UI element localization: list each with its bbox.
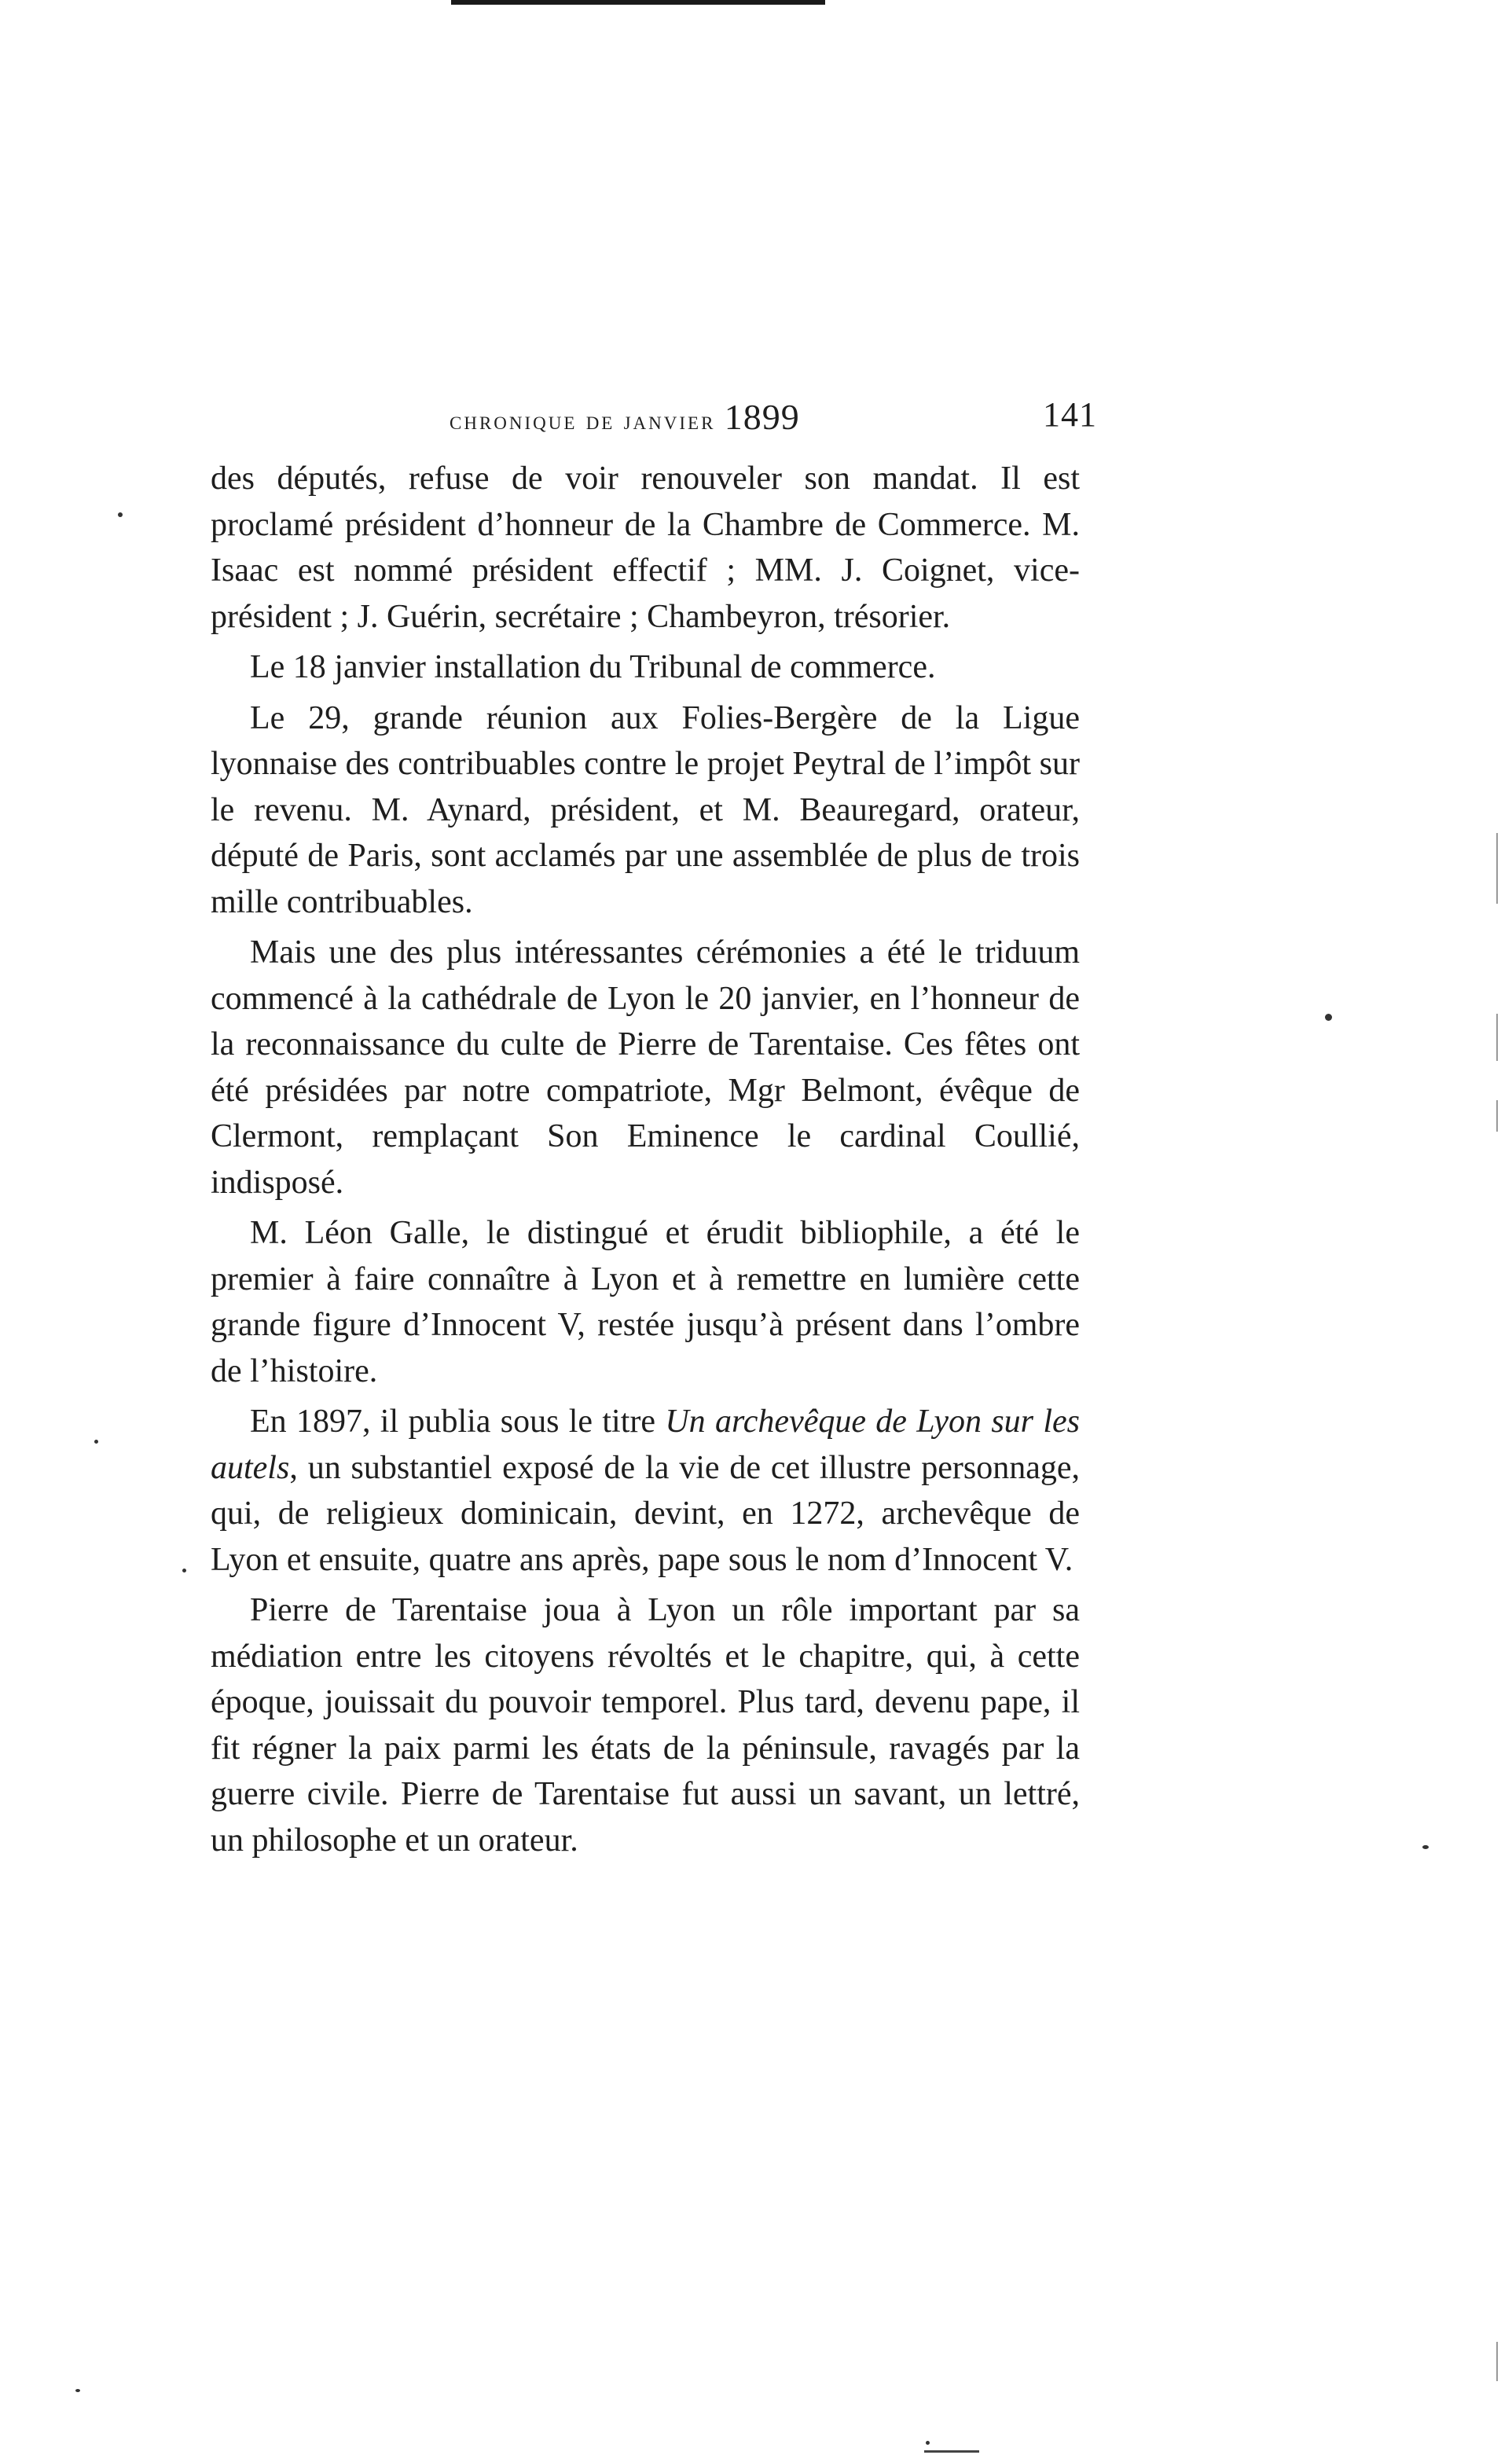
scan-speck (1422, 1845, 1429, 1849)
page-edge-mark (1496, 1100, 1498, 1132)
top-edge-rule (451, 0, 825, 5)
paragraph-2: Le 18 janvier installation du Tribunal de commerce. (250, 649, 936, 685)
running-title (450, 396, 800, 438)
scan-speck (182, 1569, 186, 1572)
page-edge-mark (1496, 833, 1498, 904)
paragraph-6-before: En 1897, il publia sous le titre (250, 1404, 666, 1440)
page-body (211, 456, 1080, 1868)
page-edge-mark (1496, 1014, 1498, 1061)
scan-speck (94, 1440, 98, 1444)
paragraph-6-after: , un substantiel exposé de la vie de cet illustre personnage, qui, de religieux dominicain, devint, en 1272, archevêque de Lyon et ensuite, quatre ans après, pape sous le nom d’Innocent V. (211, 1449, 1080, 1578)
paragraph-6 (211, 1399, 1080, 1583)
page-number: 141 (1043, 395, 1097, 434)
scan-speck (1325, 1014, 1332, 1021)
paragraph-7: Pierre de Tarentaise joua à Lyon un rôle important par sa médiation entre les citoyens révoltés et le chapitre, qui, à cette époque, jouissait du pouvoir temporel. Plus tard, devenu pape, il fit régner la paix parmi les états de la péninsule, ravagés par la guerre civile. Pierre de Tarentaise fut aussi un savant, un lettré, un philosophe et un orateur. (211, 1592, 1080, 1859)
bottom-edge-rule (924, 2450, 979, 2453)
scan-speck (926, 2441, 930, 2445)
running-header (214, 390, 1100, 445)
paragraph-5: M. Léon Galle, le distingué et érudit bibliophile, a été le premier à faire connaître à Lyon et à remettre en lumière cette grande figure d’Innocent V, restée jusqu’à présent dans l’ombre de l’histoire. (211, 1215, 1080, 1389)
scan-speck (75, 2389, 80, 2392)
book-title: Un archevêque de Lyon sur les autels (211, 1404, 1080, 1486)
running-title-text: chronique de janvier (450, 407, 716, 435)
running-title-year: 1899 (724, 397, 800, 437)
scan-speck (118, 512, 123, 517)
paragraph-3: Le 29, grande réunion aux Folies-Bergère de la Ligue lyonnaise des contribuables contre le projet Peytral de l’impôt sur le revenu. M. Aynard, président, et M. Beauregard, orateur, député de Paris, sont acclamés par une assemblée de plus de trois mille contribuables. (211, 699, 1080, 920)
page-edge-mark (1496, 2342, 1498, 2381)
paragraph-1: des députés, refuse de voir renouveler son mandat. Il est proclamé président d’honneur de la Chambre de Commerce. M. Isaac est nommé président effectif ; MM. J. Coignet, vice-président ; J. Guérin, secrétaire ; Chambeyron, trésorier. (211, 461, 1080, 635)
paragraph-4: Mais une des plus intéressantes cérémonies a été le triduum commencé à la cathédrale de Lyon le 20 janvier, en l’honneur de la reconnaissance du culte de Pierre de Tarentaise. Ces fêtes ont été présidées par notre compatriote, Mgr Belmont, évêque de Clermont, remplaçant Son Eminence le cardinal Coullié, indisposé. (211, 934, 1080, 1201)
